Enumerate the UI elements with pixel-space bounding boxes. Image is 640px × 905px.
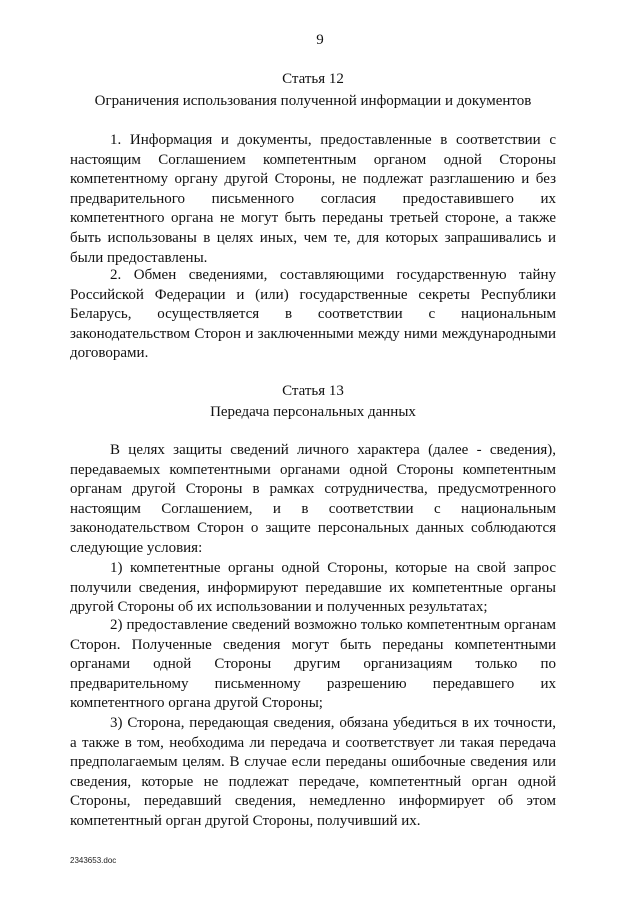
paragraph-text: 2. Обмен сведениями, составляющими государственную тайну Российской Федерации и (или) государственные секреты Республики Беларусь, осуществляется в соответствии с национальным законодательством Сторон и заключенными между ними международными договорами. (70, 267, 556, 362)
article-12-paragraph-1 (70, 131, 556, 268)
article-13-item-2 (70, 616, 556, 714)
article-12-paragraph-2 (70, 266, 556, 364)
paragraph-text: 1. Информация и документы, предоставленные в соответствии с настоящим Соглашением компетентным органом одной Стороны компетентному органу другой Стороны, не подлежат разглашению и без предварительного письменного согласия предоставившего их компетентного органа не могут быть переданы третьей стороне, а также быть использованы в целях иных, чем те, для которых запрашивались и были предоставлены. (70, 132, 556, 266)
list-item: 3) Сторона, передающая сведения, обязана убедиться в их точности, а также в том, необходима ли передача и соответствует ли такая передача предполагаемым целям. В случае если переданы ошибочные сведения или сведения, которые не подлежат передаче, компетентный орган одной Стороны, передавший сведения, немедленно информирует об этом компетентный орган другой Стороны, получивший их. (70, 715, 556, 829)
paragraph-text: В целях защиты сведений личного характера (далее - сведения), передаваемых компетентными органами одной Стороны компетентным органам другой Стороны в рамках сотрудничества, предусмотренного настоящим Соглашением, и в соответствии с национальным законодательством Сторон о защите персональных данных соблюдаются следующие условия: (70, 442, 556, 556)
page-number: 9 (316, 32, 324, 48)
article-13-item-1 (70, 559, 556, 618)
document-filename: 2343653.doc (70, 856, 117, 865)
list-item: 1) компетентные органы одной Стороны, которые на свой запрос получили сведения, информируют передавшие их компетентные органы другой Стороны об их использовании и полученных результатах; (70, 560, 556, 616)
article-13-title: Передача персональных данных (210, 404, 416, 420)
article-12-heading: Статья 12 (282, 71, 344, 87)
article-13-intro (70, 441, 556, 559)
list-item: 2) предоставление сведений возможно только компетентным органам Сторон. Полученные сведения могут быть переданы компетентными органами одной Стороны другим организациям только по предварительному письменному разрешению передавшего их компетентного органа другой Стороны; (70, 617, 556, 712)
article-13-heading: Статья 13 (282, 383, 344, 399)
article-12-title: Ограничения использования полученной информации и документов (94, 93, 532, 109)
article-13-item-3 (70, 714, 556, 832)
